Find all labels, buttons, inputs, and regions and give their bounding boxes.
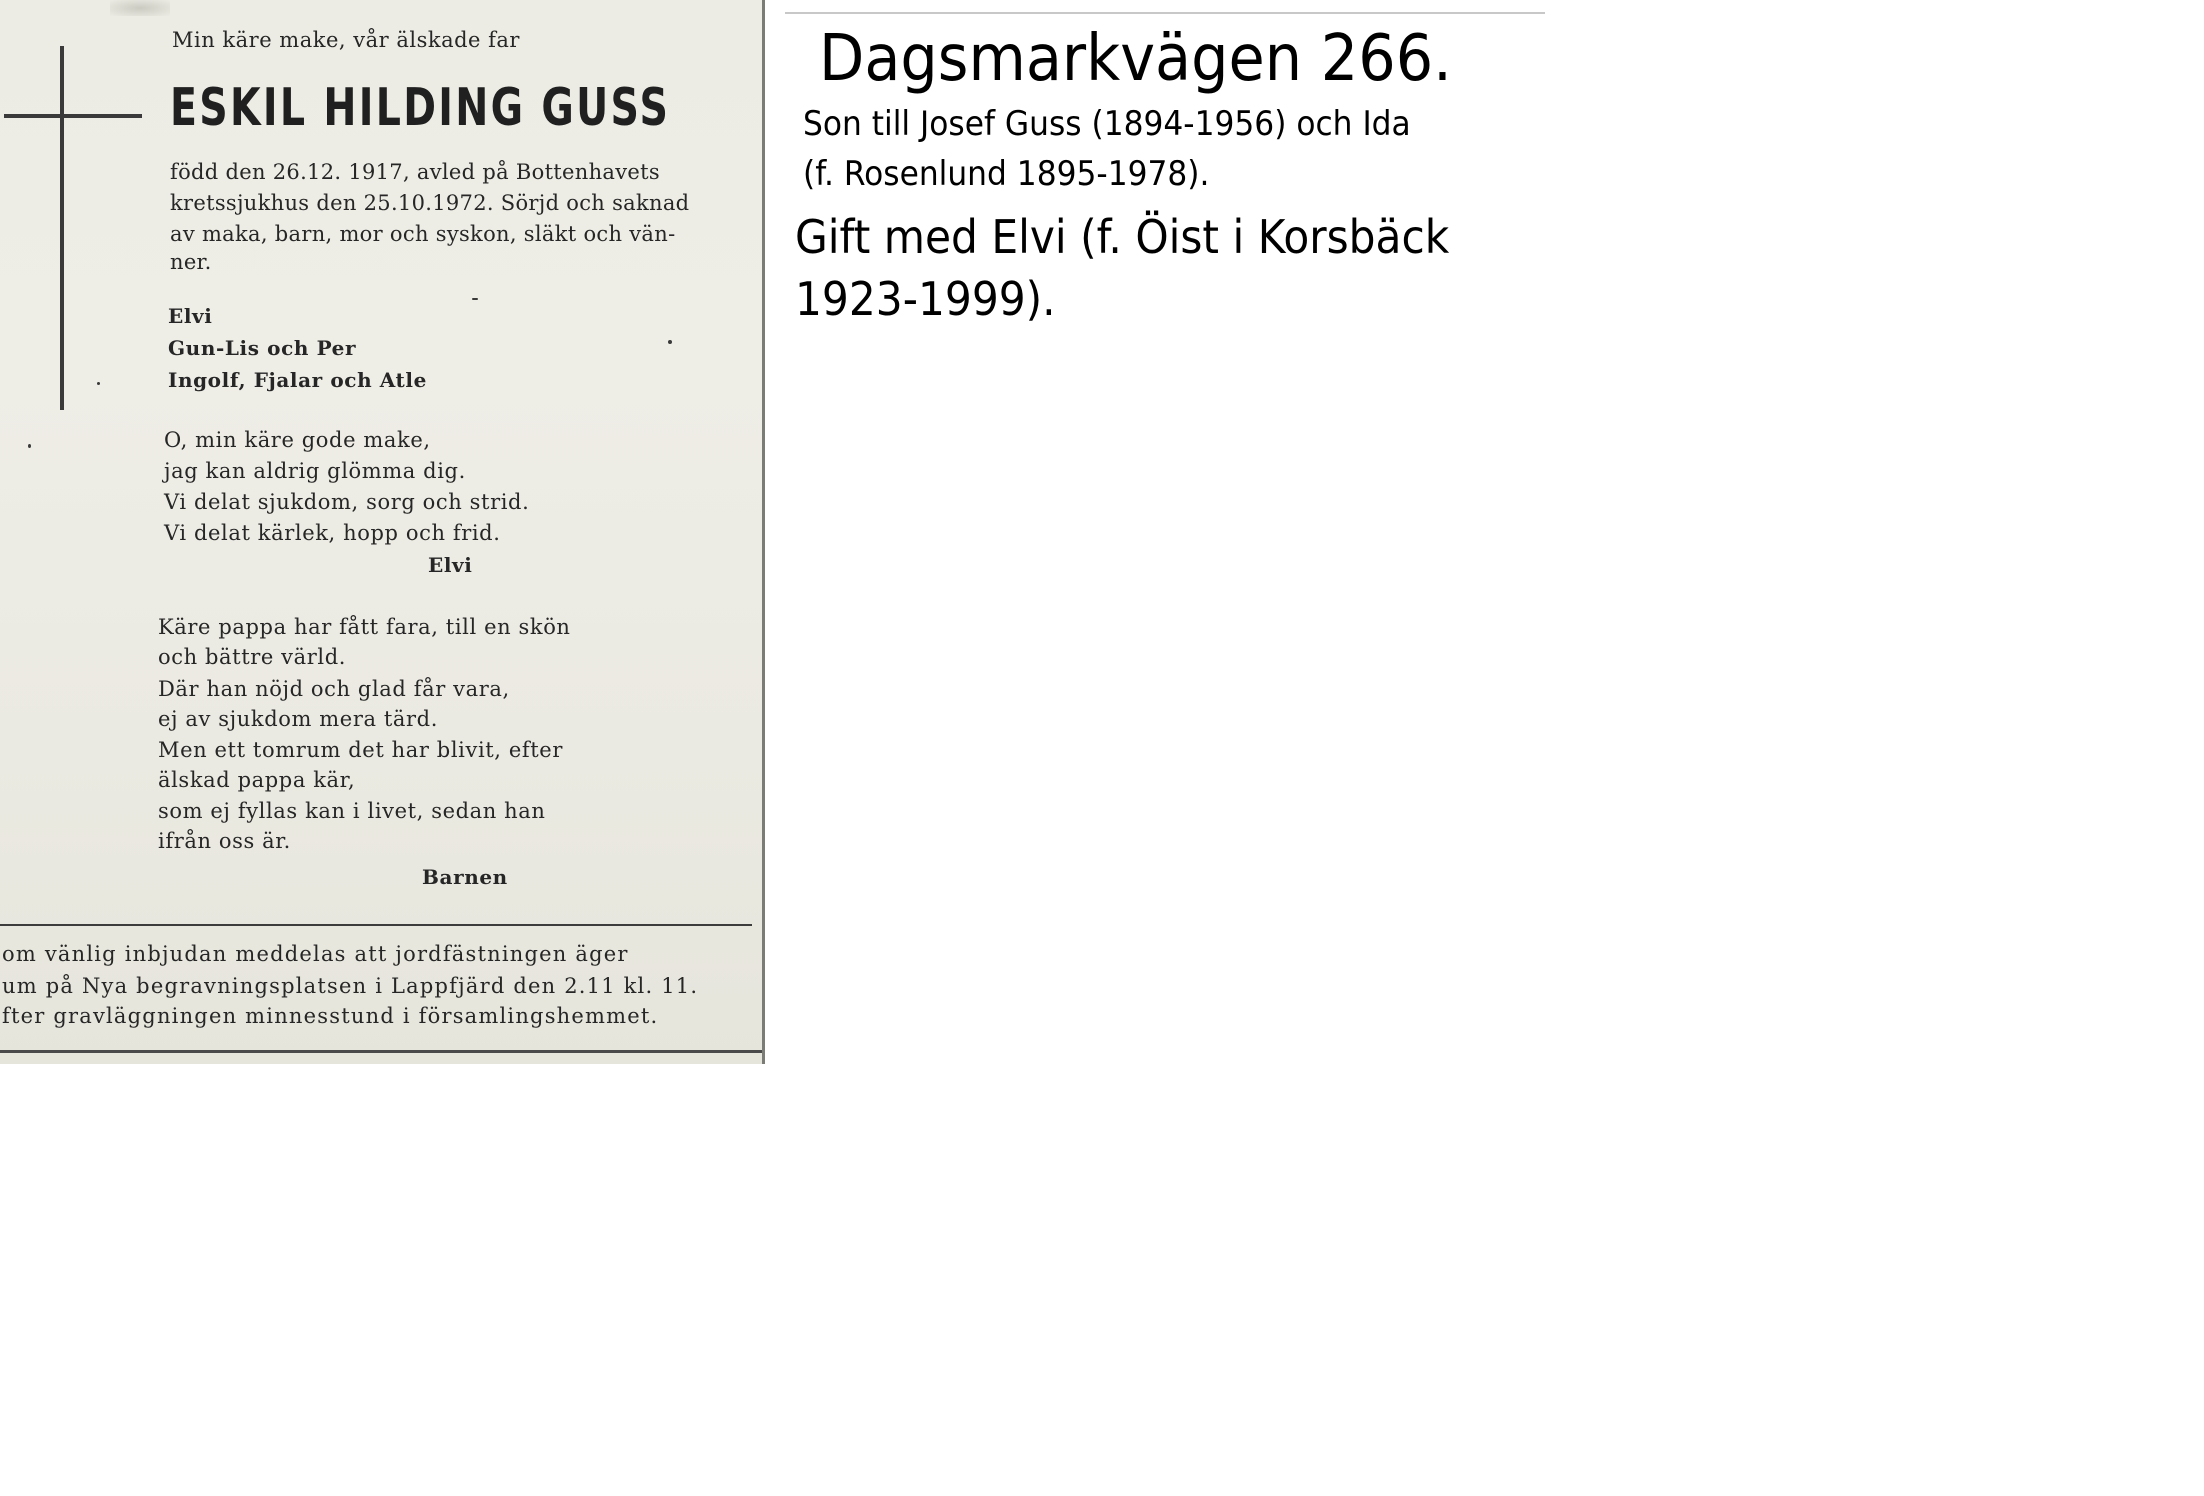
spouse-line: Gift med Elvi (f. Öist i Korsbäck: [795, 210, 1450, 264]
poem-line: som ej fyllas kan i livet, sedan han: [158, 799, 546, 823]
poem-line: Vi delat kärlek, hopp och frid.: [164, 521, 501, 545]
bio-line: kretssjukhus den 25.10.1972. Sörjd och saknad: [170, 191, 690, 215]
print-speck: [97, 382, 100, 385]
poem-line: Vi delat sjukdom, sorg och strid.: [164, 490, 530, 514]
invitation-line: um på Nya begravningsplatsen i Lappfjärd den 2.11 kl. 11.: [2, 974, 699, 998]
poem-line: och bättre värld.: [158, 645, 347, 669]
poem-signature: Elvi: [428, 553, 473, 577]
poem-line: Käre pappa har fått fara, till en skön: [158, 615, 571, 639]
print-speck: [472, 298, 478, 300]
cross-icon: [60, 46, 64, 410]
paper-stain: [110, 0, 170, 16]
signer-line: Gun-Lis och Per: [168, 336, 357, 360]
annotation-panel: [765, 0, 1554, 1064]
signer-line: Ingolf, Fjalar och Atle: [168, 368, 427, 392]
poem-line: O, min käre gode make,: [164, 428, 431, 452]
divider: [0, 924, 752, 926]
bio-line: ner.: [170, 250, 212, 274]
invitation-line: fter gravläggningen minnesstund i församlingshemmet.: [2, 1004, 659, 1028]
print-speck: [28, 444, 31, 448]
invitation-line: om vänlig inbjudan meddelas att jordfästningen äger: [2, 942, 629, 966]
intro-line: Min käre make, vår älskade far: [172, 28, 520, 52]
bottom-rule: [0, 1050, 762, 1053]
spouse-line: 1923-1999).: [795, 272, 1056, 326]
signer-line: Elvi: [168, 304, 213, 328]
top-rule: [785, 12, 1545, 14]
poem-line: Där han nöjd och glad får vara,: [158, 677, 510, 701]
poem-line: ej av sjukdom mera tärd.: [158, 707, 438, 731]
address-heading: Dagsmarkvägen 266.: [819, 22, 1452, 96]
poem-signature: Barnen: [422, 865, 508, 889]
parents-line: (f. Rosenlund 1895-1978).: [803, 154, 1210, 194]
poem-line: ifrån oss är.: [158, 829, 291, 853]
deceased-name: ESKIL HILDING GUSS: [170, 78, 671, 138]
parents-line: Son till Josef Guss (1894-1956) och Ida: [803, 104, 1411, 144]
poem-line: jag kan aldrig glömma dig.: [164, 459, 466, 483]
bio-line: född den 26.12. 1917, avled på Bottenhavets: [170, 160, 660, 184]
print-speck: [668, 340, 672, 344]
obituary-clipping: [0, 0, 765, 1064]
poem-line: Men ett tomrum det har blivit, efter: [158, 738, 563, 762]
bio-line: av maka, barn, mor och syskon, släkt och vän-: [170, 222, 676, 246]
cross-icon-bar: [4, 114, 142, 118]
poem-line: älskad pappa kär,: [158, 768, 356, 792]
